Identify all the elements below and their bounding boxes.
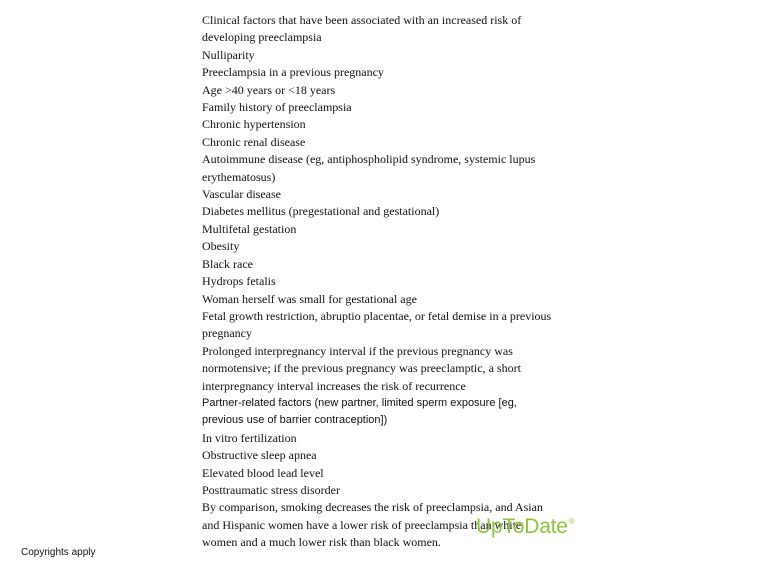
risk-factor-line: Partner-related factors (new partner, limited sperm exposure [eg,: [202, 396, 517, 409]
registered-mark: ®: [568, 517, 575, 526]
risk-factor-line: normotensive; if the previous pregnancy was preeclamptic, a short: [202, 361, 521, 376]
risk-factor-line: Elevated blood lead level: [202, 465, 324, 480]
risk-factor-line: Chronic hypertension: [202, 117, 306, 132]
risk-factor-line: Obesity: [202, 239, 240, 254]
risk-factor-line: Vascular disease: [202, 187, 281, 202]
risk-factor-line: Diabetes mellitus (pregestational and gestational): [202, 204, 440, 219]
risk-factor-line: Posttraumatic stress disorder: [202, 482, 340, 497]
risk-factor-line: Nulliparity: [202, 47, 255, 62]
risk-factor-line: previous use of barrier contraception]): [202, 414, 388, 427]
comparison-note-line: women and a much lower risk than black women.: [202, 535, 441, 550]
risk-factor-line: Family history of preeclampsia: [202, 100, 352, 115]
risk-factor-line: Black race: [202, 256, 253, 271]
risk-factor-line: Obstructive sleep apnea: [202, 448, 317, 463]
risk-factor-line: In vitro fertilization: [202, 430, 297, 445]
risk-factor-line: Prolonged interpregnancy interval if the previous pregnancy was: [202, 343, 513, 358]
risk-factor-line: Autoimmune disease (eg, antiphospholipid syndrome, systemic lupus: [202, 152, 536, 167]
risk-factor-line: Preeclampsia in a previous pregnancy: [202, 65, 384, 80]
risk-factor-line: Age >40 years or <18 years: [202, 82, 336, 97]
comparison-note-line: and Hispanic women have a lower risk of preeclampsia than white: [202, 517, 522, 532]
risk-factor-line: Chronic renal disease: [202, 134, 306, 149]
risk-factor-line: Multifetal gestation: [202, 221, 297, 236]
heading-line: developing preeclampsia: [202, 30, 322, 45]
risk-factor-line: interpregnancy interval increases the risk of recurrence: [202, 378, 466, 393]
risk-factor-line: Hydrops fetalis: [202, 274, 276, 289]
risk-factor-line: Fetal growth restriction, abruptio placentae, or fetal demise in a previous: [202, 308, 552, 323]
heading-line: Clinical factors that have been associated with an increased risk of: [202, 13, 522, 27]
risk-factor-document: [202, 12, 572, 552]
comparison-note-line: By comparison, smoking decreases the risk of preeclampsia, and Asian: [202, 500, 543, 515]
risk-factor-line: Woman herself was small for gestational age: [202, 291, 417, 306]
risk-factor-line: erythematosus): [202, 169, 276, 184]
uptodate-logo: [476, 515, 575, 539]
risk-factor-line: pregnancy: [202, 326, 252, 341]
logo-text: UpToDate: [476, 515, 568, 538]
copyright-footer: Copyrights apply: [21, 547, 96, 558]
